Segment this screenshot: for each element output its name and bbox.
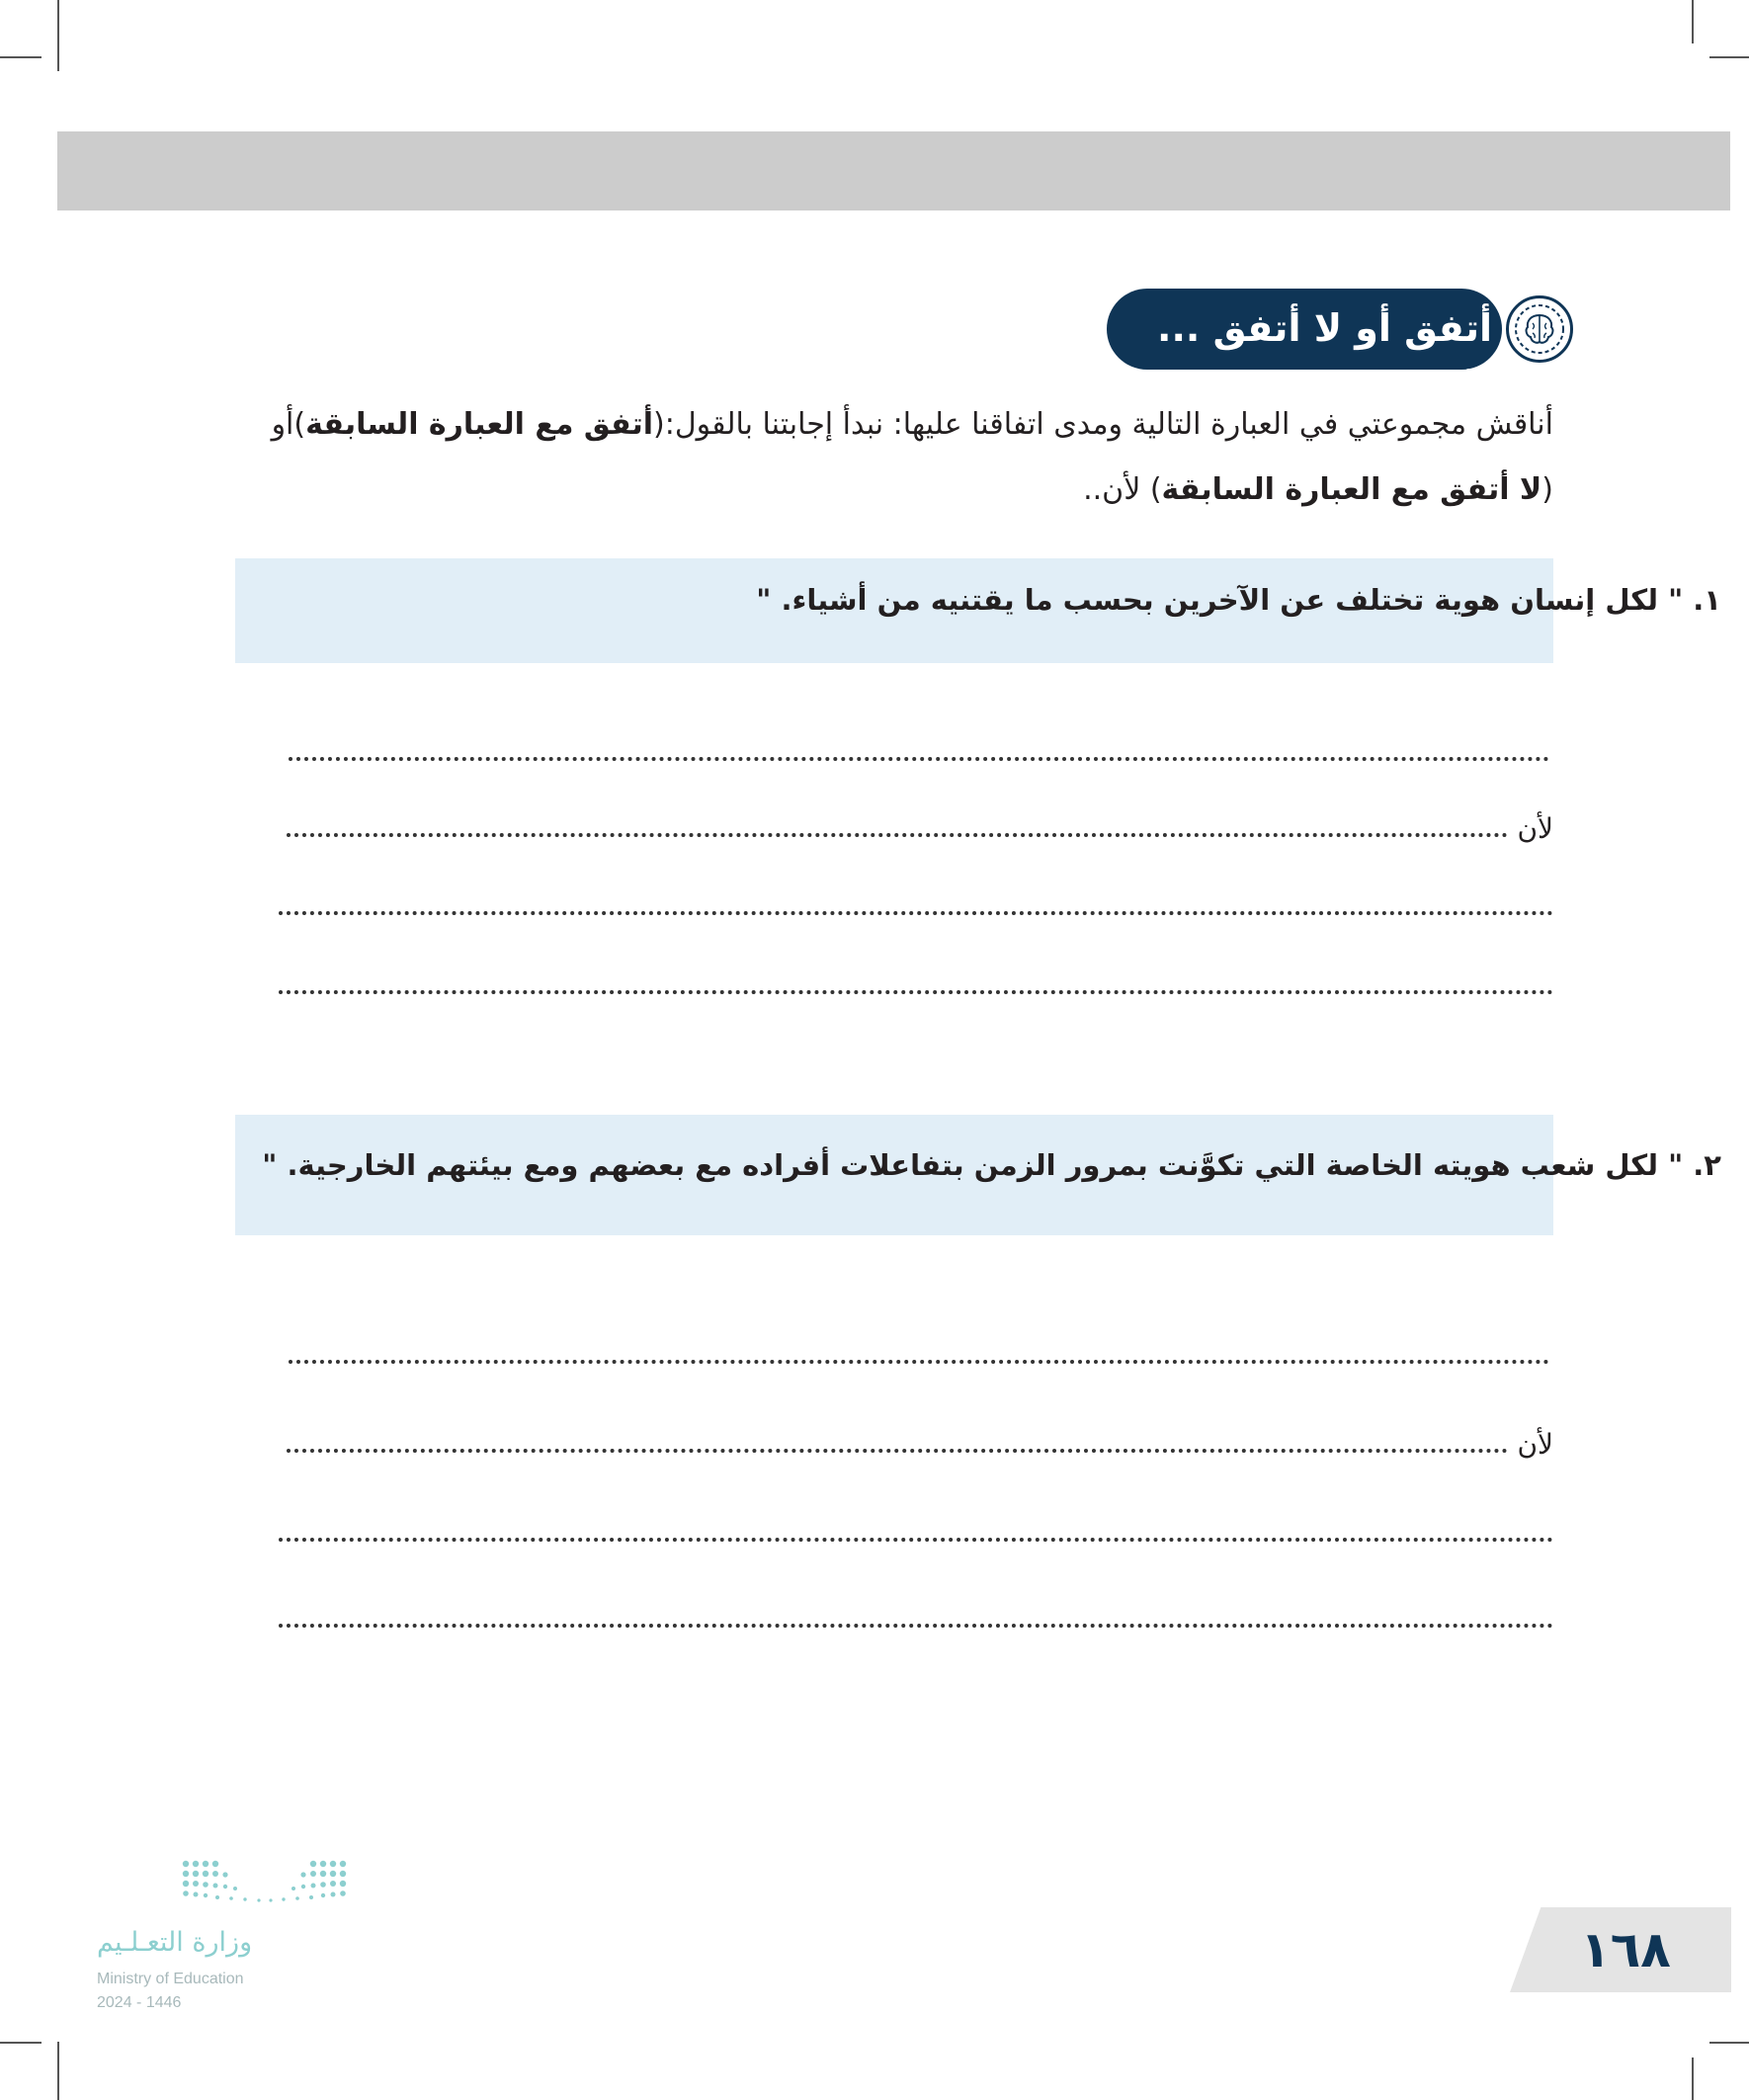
page-number: ١٦٨ (1580, 1921, 1671, 1978)
because-label: لأن (1517, 1428, 1553, 1461)
section-title: أتفق أو لا أتفق ... لأن (1157, 306, 1492, 413)
crop-mark (1709, 2042, 1749, 2044)
ministry-logo-icon (178, 1858, 351, 1905)
edition-year: 2024 - 1446 (97, 1994, 182, 2011)
disagree-phrase: لا أتفق مع العبارة السابقة (1161, 472, 1542, 507)
crop-mark (1692, 0, 1694, 43)
crop-mark (1692, 2058, 1694, 2100)
ministry-name-ar: وزارة التعـلـيم (97, 1927, 253, 1958)
agree-phrase: أتفق مع العبارة السابقة (305, 407, 654, 442)
answer-line[interactable] (279, 1538, 1553, 1542)
answer-line[interactable] (289, 1360, 1549, 1364)
header-band (57, 131, 1730, 210)
answer-line[interactable] (287, 833, 1508, 837)
question-text-2: ٢. " لكل شعب هويته الخاصة التي تكوَّنت بمرور الزمن بتفاعلات أفراده مع بعضهم ومع بيئتهم الخارجية. " (262, 1148, 1721, 1182)
because-label: لأن (1517, 812, 1553, 845)
crop-mark (1709, 56, 1749, 58)
ministry-name-en: Ministry of Education (97, 1971, 244, 1987)
brain-gear-icon (1506, 295, 1573, 363)
intro-line-1: أناقش مجموعتي في العبارة التالية ومدى اتفاقنا عليها: نبدأ إجابتنا بالقول:(أتفق مع العبارة السابقة)أو (271, 407, 1553, 442)
answer-line[interactable] (279, 1624, 1553, 1628)
question-text-1: ١. " لكل إنسان هوية تختلف عن الآخرين بحسب ما يقتنيه من أشياء. " (756, 583, 1721, 617)
crop-mark (0, 2042, 42, 2044)
crop-mark (57, 2042, 59, 2100)
crop-mark (57, 0, 59, 71)
answer-line[interactable] (289, 757, 1549, 761)
answer-line[interactable] (287, 1449, 1508, 1453)
answer-line[interactable] (279, 990, 1553, 994)
answer-line[interactable] (279, 911, 1553, 915)
crop-mark (0, 56, 42, 58)
intro-line-2: (لا أتفق مع العبارة السابقة) لأن.. (1083, 472, 1553, 507)
